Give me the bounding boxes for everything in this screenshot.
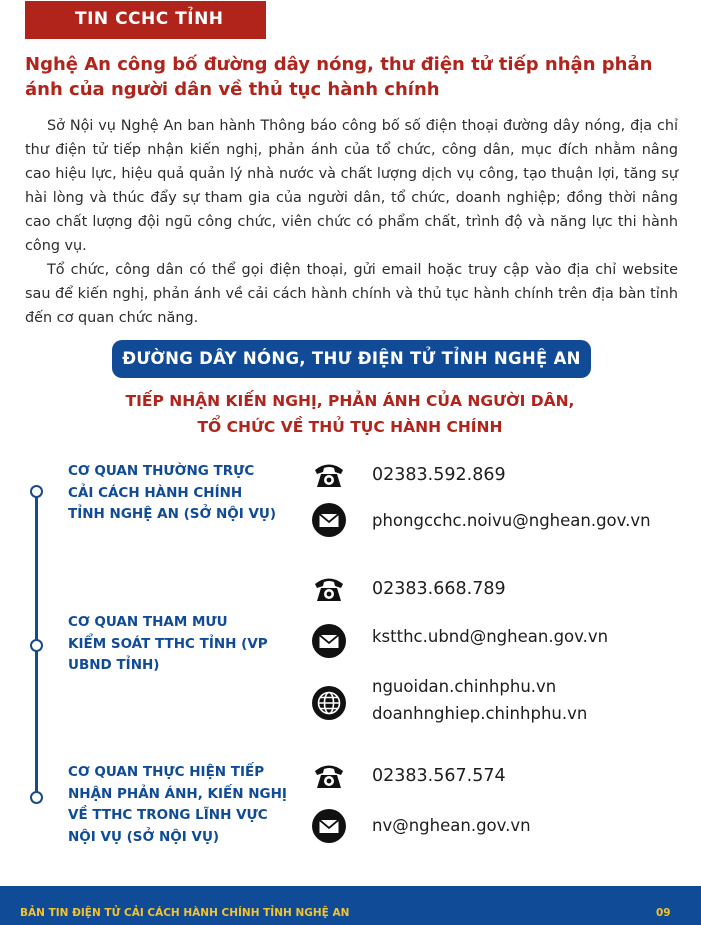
agency-3-phone[interactable]: 02383.567.574 [372,766,506,786]
agency-3-name [68,762,303,848]
article-body [25,114,678,330]
page-number: 09 [656,907,671,919]
timeline-dot [30,791,43,804]
footer-bar [0,886,701,925]
footer-title: BẢN TIN ĐIỆN TỬ CẢI CÁCH HÀNH CHÍNH TỈNH NGHỆ AN [20,907,350,919]
agency-1-phone[interactable]: 02383.592.869 [372,465,506,485]
agency-name-line: CƠ QUAN THAM MƯU [68,614,228,630]
paragraph: Sở Nội vụ Nghệ An ban hành Thông báo công bố số điện thoại đường dây nóng, địa chỉ thư điện tử tiếp nhận kiến nghị, phản ánh của tổ chức, công dân, mục đích nhằm nâng cao hiệu lực, hiệu quả quản lý nhà nước và chất lượng dịch vụ công, tạo thuận lợi, tăng sự hài lòng và thúc đẩy sự tham gia của người dân, tổ chức, doanh nghiệp; đồng thời nâng cao chất lượng đội ngũ công chức, viên chức có phẩm chất, trình độ và năng lực thi hành công vụ. [25,118,678,254]
agency-name-line: NỘI VỤ (SỞ NỘI VỤ) [68,828,220,845]
envelope-icon [312,809,346,843]
agency-2-website-1[interactable]: nguoidan.chinhphu.vn [372,677,557,696]
agency-name-line: KIỂM SOÁT TTHC TỈNH (VP [68,635,268,652]
hotline-banner: ĐƯỜNG DÂY NÓNG, THƯ ĐIỆN TỬ TỈNH NGHỆ AN [112,340,591,378]
subtitle-line: TỔ CHỨC VỀ THỦ TỤC HÀNH CHÍNH [197,418,503,436]
paragraph: Tổ chức, công dân có thể gọi điện thoại, gửi email hoặc truy cập vào địa chỉ website sau để kiến nghị, phản ánh về cải cách hành chính và thủ tục hành chính trên địa bàn tỉnh đến cơ quan chức năng. [25,262,678,326]
article-headline: Nghệ An công bố đường dây nóng, thư điện tử tiếp nhận phản ánh của người dân về thủ tục hành chính [25,54,653,100]
agency-1-email[interactable]: phongcchc.noivu@nghean.gov.vn [372,511,651,530]
envelope-icon [312,503,346,537]
hotline-subtitle [100,388,600,440]
agency-name-line: VỀ TTHC TRONG LĨNH VỰC [68,807,268,823]
agency-name-line: UBND TỈNH) [68,657,160,673]
agency-2-email[interactable]: kstthc.ubnd@nghean.gov.vn [372,627,609,646]
agency-name-line: NHẬN PHẢN ÁNH, KIẾN NGHỊ [68,785,287,802]
globe-icon [312,686,346,720]
timeline-dot [30,639,43,652]
agency-3-email[interactable]: nv@nghean.gov.vn [372,816,531,835]
timeline-dot [30,485,43,498]
envelope-icon [312,624,346,658]
agency-1-name [68,461,303,526]
agency-name-line: TỈNH NGHỆ AN (SỞ NỘI VỤ) [68,506,277,522]
telephone-icon [312,572,346,606]
subtitle-line: TIẾP NHẬN KIẾN NGHỊ, PHẢN ÁNH CỦA NGƯỜI DÂN, [125,392,575,410]
agency-2-phone[interactable]: 02383.668.789 [372,579,506,599]
agency-name-line: CƠ QUAN THỰC HIỆN TIẾP [68,764,265,780]
section-tag: TIN CCHC TỈNH [25,1,266,39]
telephone-icon [312,458,346,492]
agency-2-website-2[interactable]: doanhnghiep.chinhphu.vn [372,704,588,723]
agency-2-name [68,612,303,677]
telephone-icon [312,759,346,793]
agency-name-line: CƠ QUAN THƯỜNG TRỰC [68,463,255,479]
agency-name-line: CẢI CÁCH HÀNH CHÍNH [68,484,243,501]
